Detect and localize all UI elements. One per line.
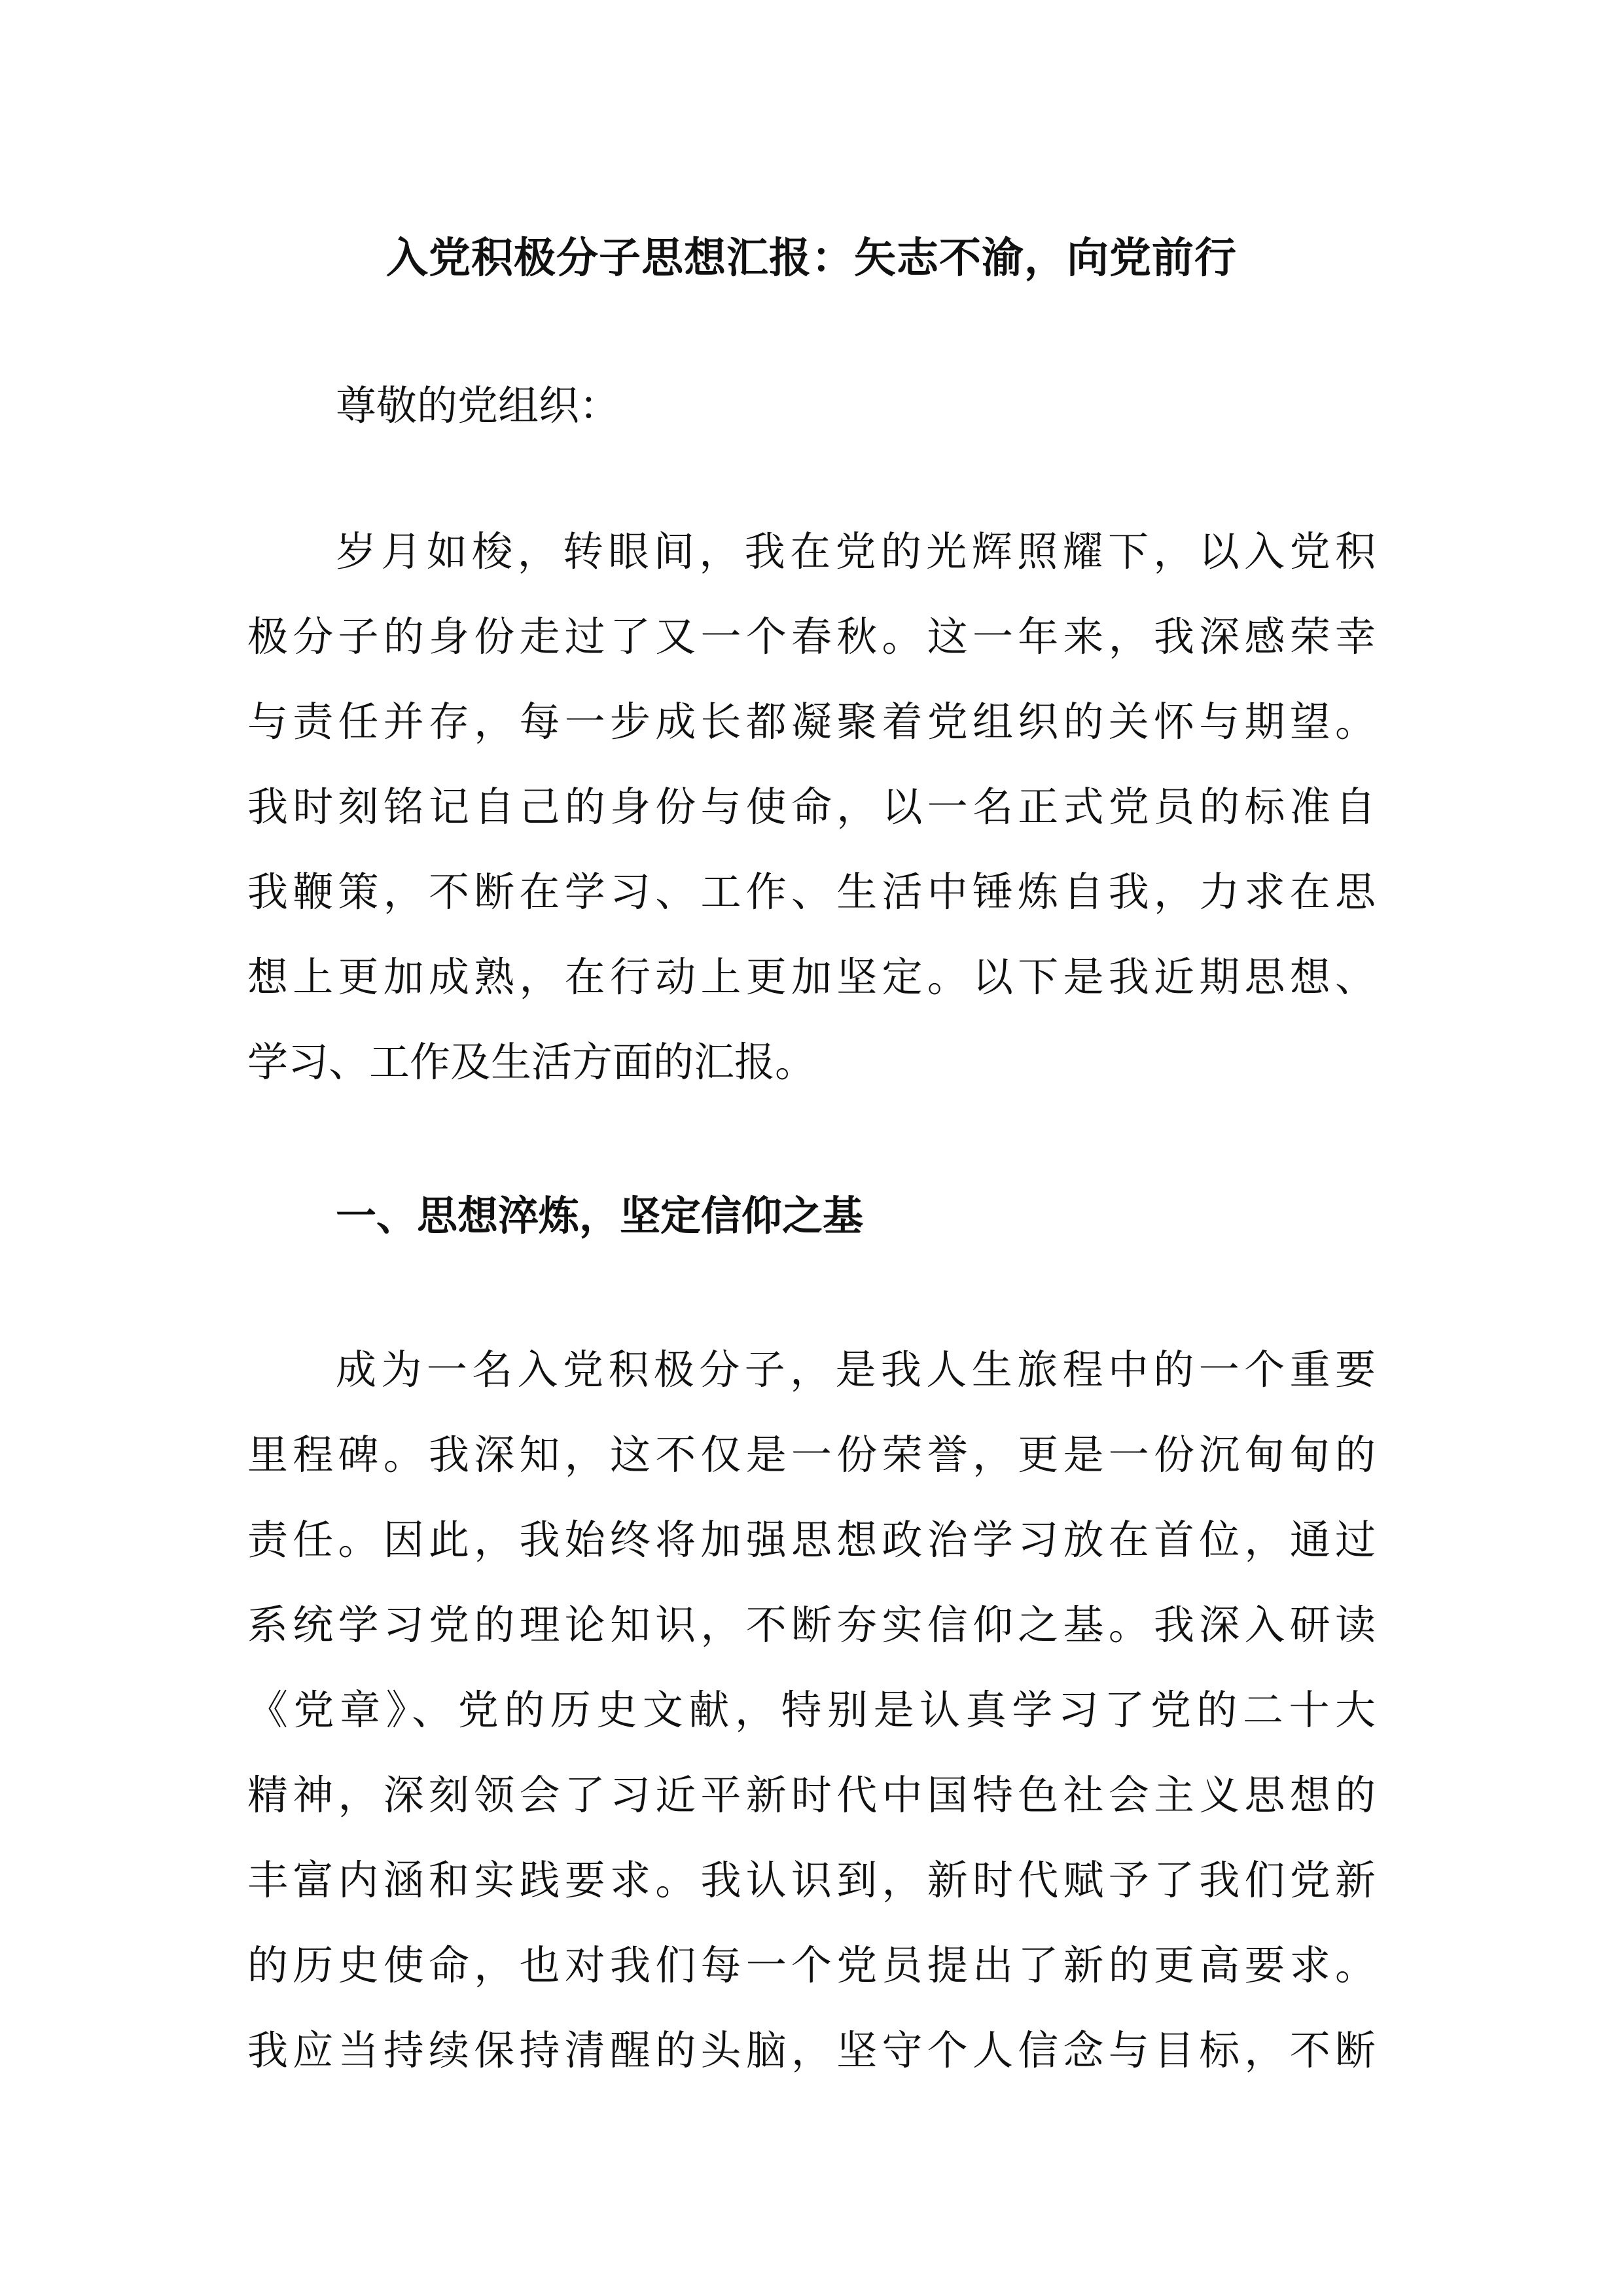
paragraph-line: 学习、工作及生活方面的汇报。 (247, 1038, 816, 1086)
salutation: 尊敬的党组织： (336, 382, 620, 429)
paragraph-line: 我鞭策，不断在学习、工作、生活中锤炼自我，力求在思 (247, 868, 1376, 916)
paragraph-line: 丰富内涵和实践要求。我认识到，新时代赋予了我们党新 (247, 1856, 1376, 1904)
paragraph-line: 极分子的身份走过了又一个春秋。这一年来，我深感荣幸 (247, 613, 1376, 660)
paragraph-line: 岁月如梭，转眼间，我在党的光辉照耀下，以入党积 (336, 528, 1376, 575)
paragraph-line: 的历史使命，也对我们每一个党员提出了新的更高要求。 (247, 1941, 1376, 1989)
paragraph-line: 成为一名入党积极分子，是我人生旅程中的一个重要 (336, 1346, 1376, 1393)
paragraph-line: 系统学习党的理论知识，不断夯实信仰之基。我深入研读 (247, 1601, 1376, 1649)
paragraph-line: 精神，深刻领会了习近平新时代中国特色社会主义思想的 (247, 1771, 1376, 1819)
paragraph-line: 与责任并存，每一步成长都凝聚着党组织的关怀与期望。 (247, 698, 1376, 745)
paragraph-line: 责任。因此，我始终将加强思想政治学习放在首位，通过 (247, 1516, 1376, 1564)
paragraph-line: 想上更加成熟，在行动上更加坚定。以下是我近期思想、 (247, 953, 1376, 1001)
paragraph-line: 我时刻铭记自己的身份与使命，以一名正式党员的标准自 (247, 783, 1376, 831)
document-title: 入党积极分子思想汇报：矢志不渝，向党前行 (386, 234, 1237, 283)
paragraph-line: 里程碑。我深知，这不仅是一份荣誉，更是一份沉甸甸的 (247, 1431, 1376, 1479)
paragraph-line: 《党章》、党的历史文献，特别是认真学习了党的二十大 (247, 1686, 1376, 1734)
paragraph-line: 我应当持续保持清醒的头脑，坚守个人信念与目标，不断 (247, 2026, 1376, 2074)
section-heading: 一、思想淬炼，坚定信仰之基 (336, 1192, 864, 1240)
